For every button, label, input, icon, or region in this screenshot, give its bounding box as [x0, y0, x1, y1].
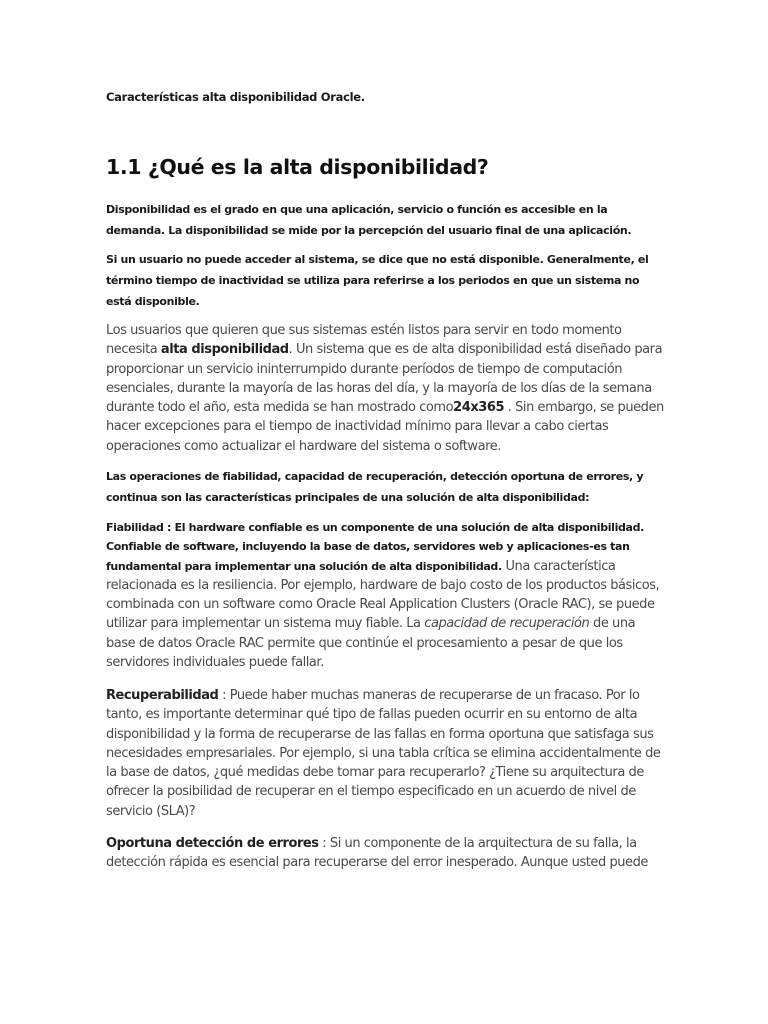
p3-text-c: . Un sistema que es de alta disponibilidad está diseñado para proporcionar un servicio ininterrumpido durante períodos de tiempo de computación esenciales, durante la mayoría de las horas del día, y la mayoría de los días de la semana durante todo el año, esta medida se han mostrado como — [106, 342, 663, 416]
document-title: Características alta disponibilidad Oracle. — [106, 90, 365, 104]
p3-term-alta-disponibilidad: alta disponibilidad — [160, 342, 289, 358]
p6-term: Recuperabilidad — [106, 688, 219, 703]
paragraph-downtime: Si un usuario no puede acceder al sistema, se dice que no está disponible. Generalmente, el término tiempo de inactividad se utiliza para referirse a los periodos en que un sistema no está disponible. — [106, 253, 649, 308]
p3-text-a: Los usuarios que quieren que sus sistemas estén listos para servir en todo momento necesita — [106, 323, 622, 358]
p3-text-e: . Sin embargo, se pueden hacer excepciones para el tiempo de inactividad mínimo para llevar a cabo ciertas operaciones como actualizar el hardware del sistema o software. — [106, 400, 664, 454]
section-heading: 1.1 ¿Qué es la alta disponibilidad? — [106, 155, 489, 179]
p5-italic-capacidad: capacidad de recuperación — [424, 616, 590, 632]
paragraph-deteccion-errores — [106, 834, 666, 873]
p5-text-a: Una característica relacionada es la resiliencia. Por ejemplo, hardware de bajo costo de los productos básicos, combinada con un software como Oracle Real Application Clusters (Oracle RAC), se puede utilizar para implementar un sistema muy fiable. La — [106, 558, 660, 632]
paragraph-main-characteristics: Las operaciones de fiabilidad, capacidad de recuperación, detección oportuna de errores, y continua son las características principales de una solución de alta disponibilidad: — [106, 470, 644, 504]
p5-text-b: de una base de datos Oracle RAC permite que continúe el procesamiento a pesar de que los servidores individuales puede fallar. — [106, 616, 636, 671]
paragraph-availability-definition: Disponibilidad es el grado en que una aplicación, servicio o función es accesible en la demanda. La disponibilidad se mide por la percepción del usuario final de una aplicación. — [106, 203, 632, 237]
paragraph-recuperabilidad — [106, 686, 666, 821]
p6-text: : Puede haber muchas maneras de recuperarse de un fracaso. Por lo tanto, es importante determinar qué tipo de fallas pueden ocurrir en su entorno de alta disponibilidad y la forma de recuperarse de las fallas en forma oportuna que satisfaga sus necesidades empresariales. Por ejemplo, si una tabla crítica se elimina accidentalmente de la base de datos, ¿qué medidas debe tomar para recuperarlo? ¿Tiene su arquitectura de ofrecer la posibilidad de recuperar en el tiempo especificado en un acuerdo de nivel de servicio (SLA)? — [106, 688, 661, 819]
p5-bold-text: Fiabilidad : El hardware confiable es un componente de una solución de alta disponibilidad. Confiable de software, incluyendo la base de datos, servidores web y aplicaciones-es tan fundamental para implementar una solución de alta disponibilidad. — [106, 521, 644, 573]
p7-term: Oportuna detección de errores — [106, 836, 319, 851]
paragraph-fiabilidad — [106, 518, 666, 672]
p7-text: : Si un componente de la arquitectura de su falla, la detección rápida es esencial para recuperarse del error inesperado. Aunque usted puede — [106, 836, 648, 871]
paragraph-high-availability — [106, 321, 666, 456]
p3-term-24x365: 24x365 — [453, 400, 505, 416]
